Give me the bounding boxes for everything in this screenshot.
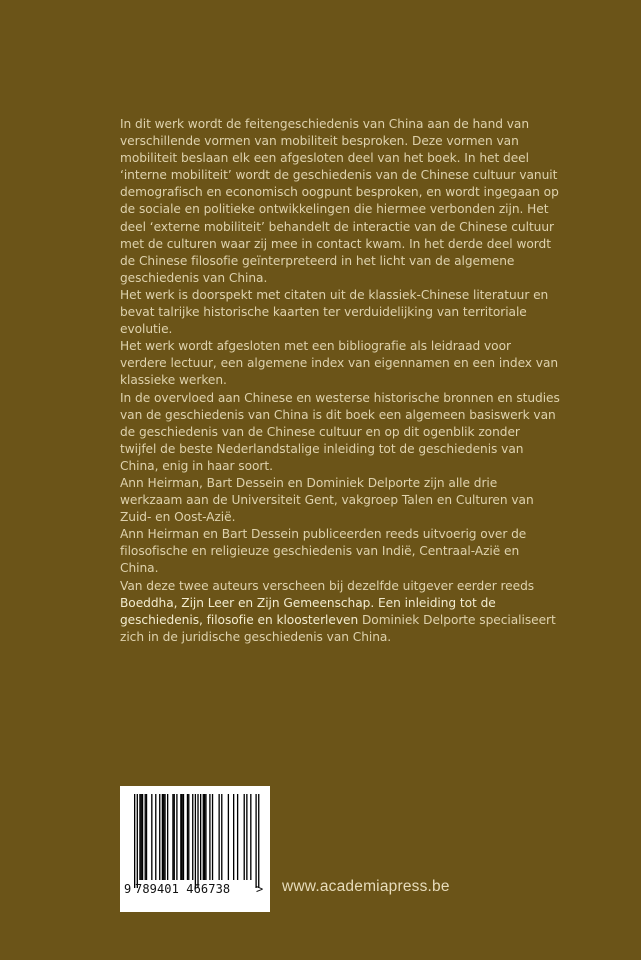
barcode-bar (145, 794, 146, 880)
barcode-bar (163, 794, 164, 880)
isbn-lead-digit: 9 (124, 882, 132, 896)
barcode-bar (209, 794, 210, 880)
barcode-bar (176, 794, 177, 880)
barcode-bar (174, 794, 175, 880)
isbn-barcode (120, 786, 270, 912)
barcode-bar (159, 794, 160, 880)
barcode-bar (162, 794, 163, 880)
barcode-bar (197, 794, 198, 888)
blurb-paragraph-bibliography: Het werk wordt afgesloten met een bibliografie als leidraad voor verdere lectuur, een algemene index van eigennamen en een index van klassieke werken. (120, 339, 559, 388)
barcode-bar (188, 794, 189, 880)
barcode-bar (258, 794, 259, 888)
blurb-paragraph-significance: In de overvloed aan Chinese en westerse historische bronnen en studies van de geschiedenis van China is dit boek een algemeen basiswerk van de geschiedenis van de Chinese cultuur en op dit ogenblik zonder twijfel de beste Nederlandstalige inleiding tot de geschiedenis van China, enig in haar soort. (120, 390, 560, 473)
barcode-bar (221, 794, 222, 880)
barcode-bar (180, 794, 181, 880)
barcode-bar (233, 794, 234, 880)
barcode-bar (244, 794, 245, 880)
barcode-bar (204, 794, 205, 880)
barcode-bar (200, 794, 201, 880)
barcode-bar (155, 794, 156, 880)
barcode-bar (212, 794, 213, 880)
barcode-bar (167, 794, 168, 880)
barcode-bar (237, 794, 238, 880)
previous-work-intro: Van deze twee auteurs verscheen bij dezelfde uitgever eerder reeds (120, 578, 535, 593)
barcode-bar (192, 794, 193, 880)
blurb-paragraph-summary: In dit werk wordt de feitengeschiedenis van China aan de hand van verschillende vormen van mobiliteit besproken. Deze vormen van mobiliteit beslaan elk een afgesloten deel van het boek. In het deel ‘interne mobiliteit’ wordt de geschiedenis van de Chinese cultuur vanuit demografisch en economisch oogpunt besproken, en wordt ingegaan op de sociale en politieke ontwikkelingen die hiermee verbonden zijn. Het deel ‘externe mobiliteit’ behandelt de interactie van de Chinese cultuur met de culturen waar zij mee in contact kwam. In het derde deel wordt de Chinese filosofie geïnterpreteerd in het licht van de algemene geschiedenis van China. (120, 117, 559, 285)
blurb-paragraph-authors: Ann Heirman, Bart Dessein en Dominiek Delporte zijn alle drie werkzaam aan de Universiteit Gent, vakgroep Talen en Culturen van Zuid- en Oost-Azië. (120, 475, 534, 525)
barcode-bar (255, 794, 256, 888)
barcode-bar (203, 794, 204, 880)
barcode-bar (205, 794, 206, 880)
barcode-bar (228, 794, 229, 880)
barcode-bar (142, 794, 143, 880)
barcode-bar (146, 794, 147, 880)
barcode-bar (246, 794, 247, 880)
barcode-bar (141, 794, 142, 880)
barcode-bar (195, 794, 196, 888)
barcode-bar (139, 794, 140, 880)
publisher-website: www.academiapress.be (282, 878, 450, 895)
blurb-paragraph-publications: Ann Heirman en Bart Dessein publiceerden reeds uitvoerig over de filosofische en religieuze geschiedenis van Indië, Centraal-Azië en China. (120, 527, 527, 576)
blurb-paragraph-previous-work (120, 578, 560, 646)
barcode-bar (134, 794, 135, 888)
blurb-text (120, 116, 560, 646)
barcode-bar (183, 794, 184, 880)
barcode-bar (182, 794, 183, 880)
blurb-paragraph-citations: Het werk is doorspekt met citaten uit de klassiek-Chinese literatuur en bevat talrijke historische kaarten ter verduidelijking van territoriale evolutie. (120, 287, 549, 337)
barcode-bar (137, 794, 138, 888)
isbn-digits: 789401 466738 (135, 882, 231, 896)
previous-work-title: Boeddha, Zijn Leer en Zijn Gemeenschap. Een inleiding tot de geschiedenis, filosofie en kloosterleven (120, 595, 496, 627)
barcode-bar (187, 794, 188, 880)
barcode-bar (172, 794, 173, 880)
barcode-bar (250, 794, 251, 880)
barcode-bar (151, 794, 152, 880)
barcode-bar (164, 794, 165, 880)
previous-work-outro: Dominiek Delporte specialiseert zich in de juridische geschiedenis van China. (120, 612, 556, 644)
isbn-arrow: > (256, 882, 264, 896)
barcode-bar (218, 794, 219, 880)
